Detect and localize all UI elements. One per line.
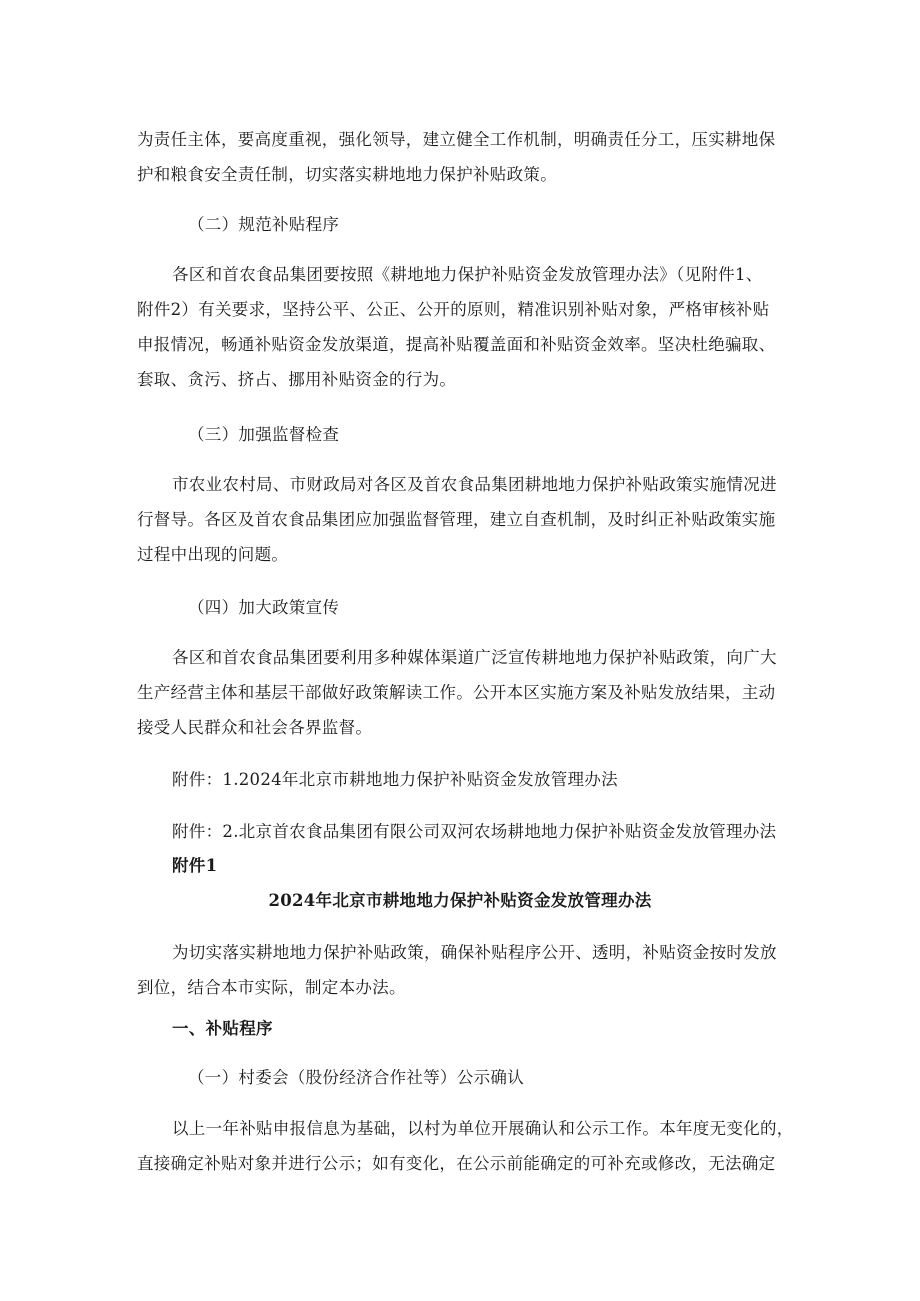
attachment-item-1: 附件：1.2024年北京市耕地地力保护补贴资金发放管理办法 xyxy=(172,770,618,789)
paragraph-line: 到位，结合本市实际，制定本办法。 xyxy=(137,978,406,997)
paragraph-line: 护和粮食安全责任制，切实落实耕地地力保护补贴政策。 xyxy=(137,165,557,184)
paragraph-line: 各区和首农食品集团要利用多种媒体渠道广泛宣传耕地地力保护补贴政策，向广大 xyxy=(172,648,777,667)
attachment-label: 附件1 xyxy=(172,856,218,875)
section-heading-1: 一、补贴程序 xyxy=(172,1019,273,1038)
subheading-3: （三）加强监督检查 xyxy=(188,425,340,444)
document-title: 2024年北京市耕地地力保护补贴资金发放管理办法 xyxy=(268,891,652,910)
paragraph-line: 行督导。各区及首农食品集团应加强监督管理，建立自查机制，及时纠正补贴政策实施 xyxy=(137,510,776,529)
paragraph-line: 以上一年补贴申报信息为基础，以村为单位开展确认和公示工作。本年度无变化的， xyxy=(172,1119,794,1138)
paragraph-line: 为责任主体，要高度重视，强化领导，建立健全工作机制，明确责任分工，压实耕地保 xyxy=(137,130,776,149)
subheading-4: （四）加大政策宣传 xyxy=(188,598,340,617)
paragraph-line: 为切实落实耕地地力保护补贴政策，确保补贴程序公开、透明，补贴资金按时发放 xyxy=(172,943,777,962)
paragraph-line: 过程中出现的问题。 xyxy=(137,545,289,564)
paragraph-line: 直接确定补贴对象并进行公示；如有变化，在公示前能确定的可补充或修改，无法确定 xyxy=(137,1154,776,1173)
attachment-item-2: 附件：2.北京首农食品集团有限公司双河农场耕地地力保护补贴资金发放管理办法 xyxy=(172,822,777,841)
paragraph-line: 接受人民群众和社会各界监督。 xyxy=(137,718,373,737)
subheading-2: （二）规范补贴程序 xyxy=(188,215,340,234)
subheading-1: （一）村委会（股份经济合作社等）公示确认 xyxy=(188,1068,524,1087)
paragraph-line: 套取、贪污、挤占、挪用补贴资金的行为。 xyxy=(137,370,457,389)
paragraph-line: 各区和首农食品集团要按照《耕地地力保护补贴资金发放管理办法》（见附件1、 xyxy=(172,265,763,284)
paragraph-line: 申报情况，畅通补贴资金发放渠道，提高补贴覆盖面和补贴资金效率。坚决杜绝骗取、 xyxy=(137,335,776,354)
paragraph-line: 附件2）有关要求，坚持公平、公正、公开的原则，精准识别补贴对象，严格审核补贴 xyxy=(137,300,770,319)
paragraph-line: 生产经营主体和基层干部做好政策解读工作。公开本区实施方案及补贴发放结果，主动 xyxy=(137,683,776,702)
paragraph-line: 市农业农村局、市财政局对各区及首农食品集团耕地地力保护补贴政策实施情况进 xyxy=(172,475,777,494)
